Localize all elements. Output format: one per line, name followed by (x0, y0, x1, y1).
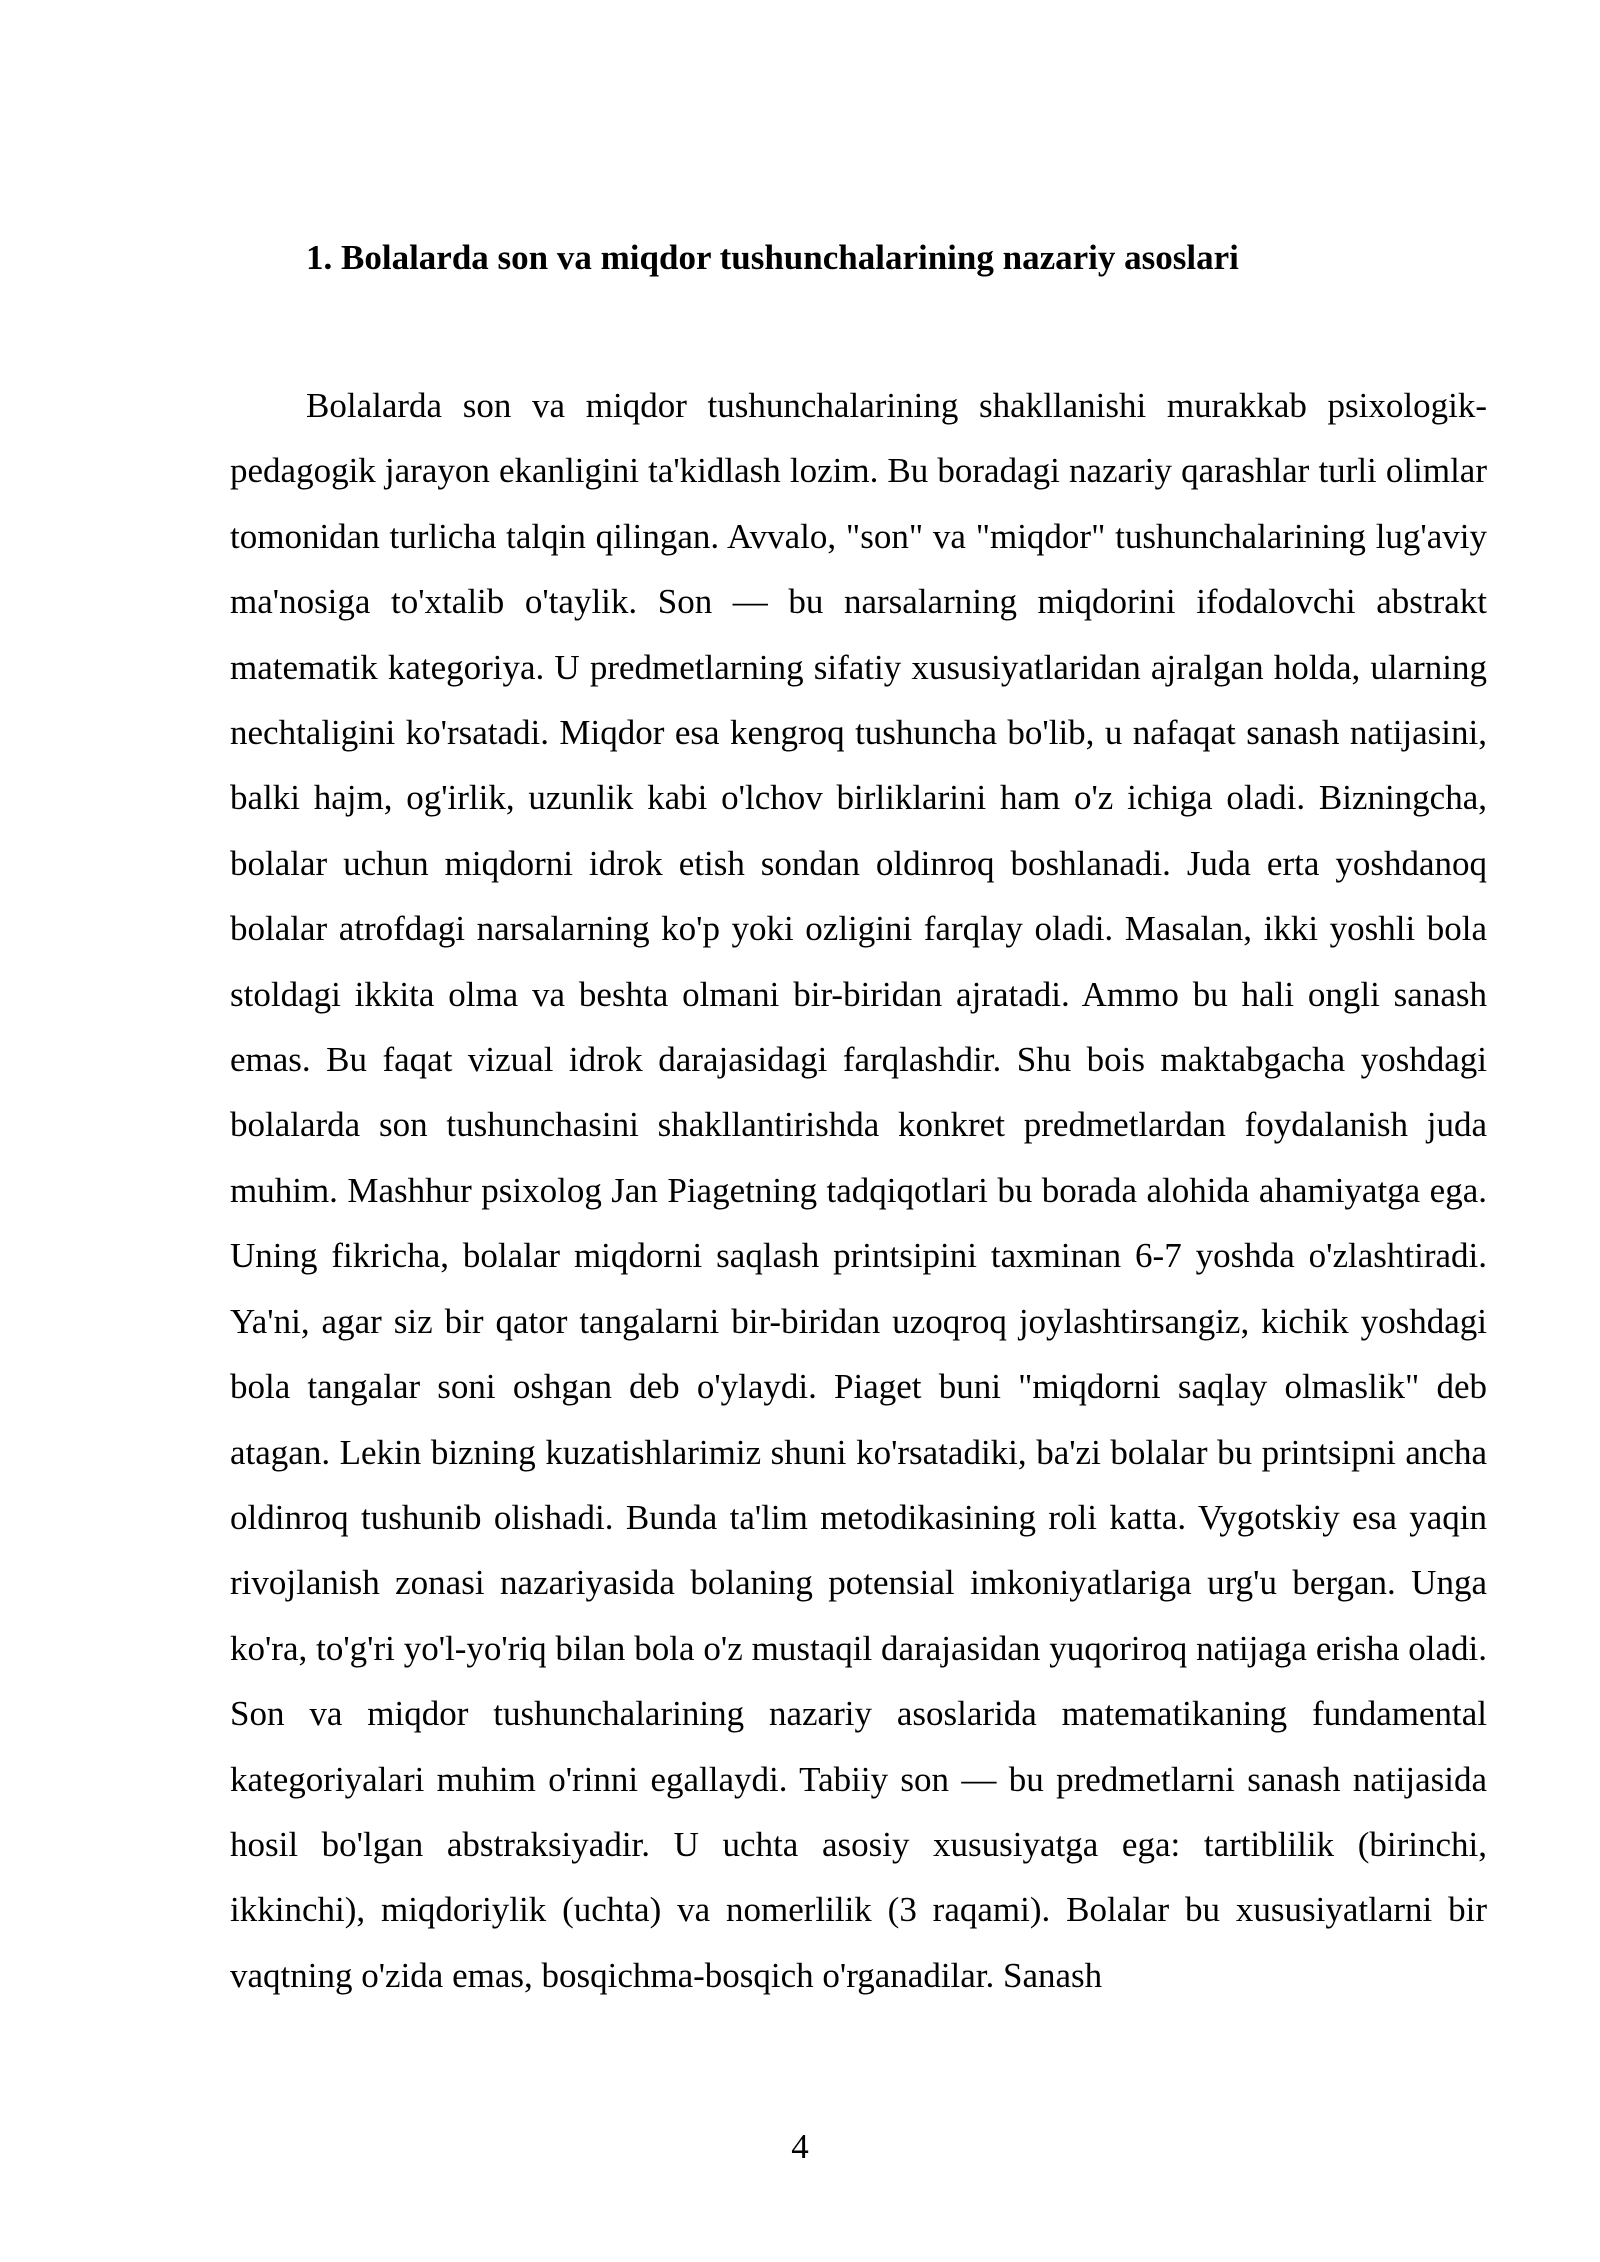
page-number: 4 (791, 2127, 809, 2166)
body-paragraph: Bolalarda son va miqdor tushunchalarining shakllanishi murakkab psixologik-pedagogik jarayon ekanligini ta'kidlash lozim. Bu boradagi nazariy qarashlar turli olimlar tomonidan turlicha talqin qilingan. Avvalo, "son" va "miqdor" tushunchalarining lug'aviy ma'nosiga to'xtalib o'taylik. Son — bu narsalarning miqdorini ifodalovchi abstrakt matematik kategoriya. U predmetlarning sifatiy xususiyatlaridan ajralgan holda, ularning nechtaligini ko'rsatadi. Miqdor esa kengroq tushuncha bo'lib, u nafaqat sanash natijasini, balki hajm, og'irlik, uzunlik kabi o'lchov birliklarini ham o'z ichiga oladi. Bizningcha, bolalar uchun miqdorni idrok etish sondan oldinroq boshlanadi. Juda erta yoshdanoq bolalar atrofdagi narsalarning ko'p yoki ozligini farqlay oladi. Masalan, ikki yoshli bola stoldagi ikkita olma va beshta olmani bir-biridan ajratadi. Ammo bu hali ongli sanash emas. Bu faqat vizual idrok darajasidagi farqlashdir. Shu bois maktabgacha yoshdagi bolalarda son tushunchasini shakllantirishda konkret predmetlardan foydalanish juda muhim. Mashhur psixolog Jan Piagetning tadqiqotlari bu borada alohida ahamiyatga ega. Uning fikricha, bolalar miqdorni saqlash printsipini taxminan 6-7 yoshda o'zlashtiradi. Ya'ni, agar siz bir qator tangalarni bir-biridan uzoqroq joylashtirsangiz, kichik yoshdagi bola tangalar soni oshgan deb o'ylaydi. Piaget buni "miqdorni saqlay olmaslik" deb atagan. Lekin bizning kuzatishlarimiz shuni ko'rsatadiki, ba'zi bolalar bu printsipni ancha oldinroq tushunib olishadi. Bunda ta'lim metodikasining roli katta. Vygotskiy esa yaqin rivojlanish zonasi nazariyasida bolaning potensial imkoniyatlariga urg'u bergan. Unga ko'ra, to'g'ri yo'l-yo'riq bilan bola o'z mustaqil darajasidan yuqoriroq natijaga erisha oladi. Son va miqdor tushunchalarining nazariy asoslarida matematikaning fundamental kategoriyalari muhim o'rinni egallaydi. Tabiiy son — bu predmetlarni sanash natijasida hosil bo'lgan abstraksiyadir. U uchta asosiy xususiyatga ega: tartiblilik (birinchi, ikkinchi), miqdoriylik (uchta) va nomerlilik (3 raqami). Bolalar bu xususiyatlarni bir vaqtning o'zida emas, bosqichma-bosqich o'rganadilar. Sanash (230, 386, 1487, 1995)
section-heading: 1. Bolalarda son va miqdor tushunchalarining nazariy asoslari (306, 238, 1239, 277)
